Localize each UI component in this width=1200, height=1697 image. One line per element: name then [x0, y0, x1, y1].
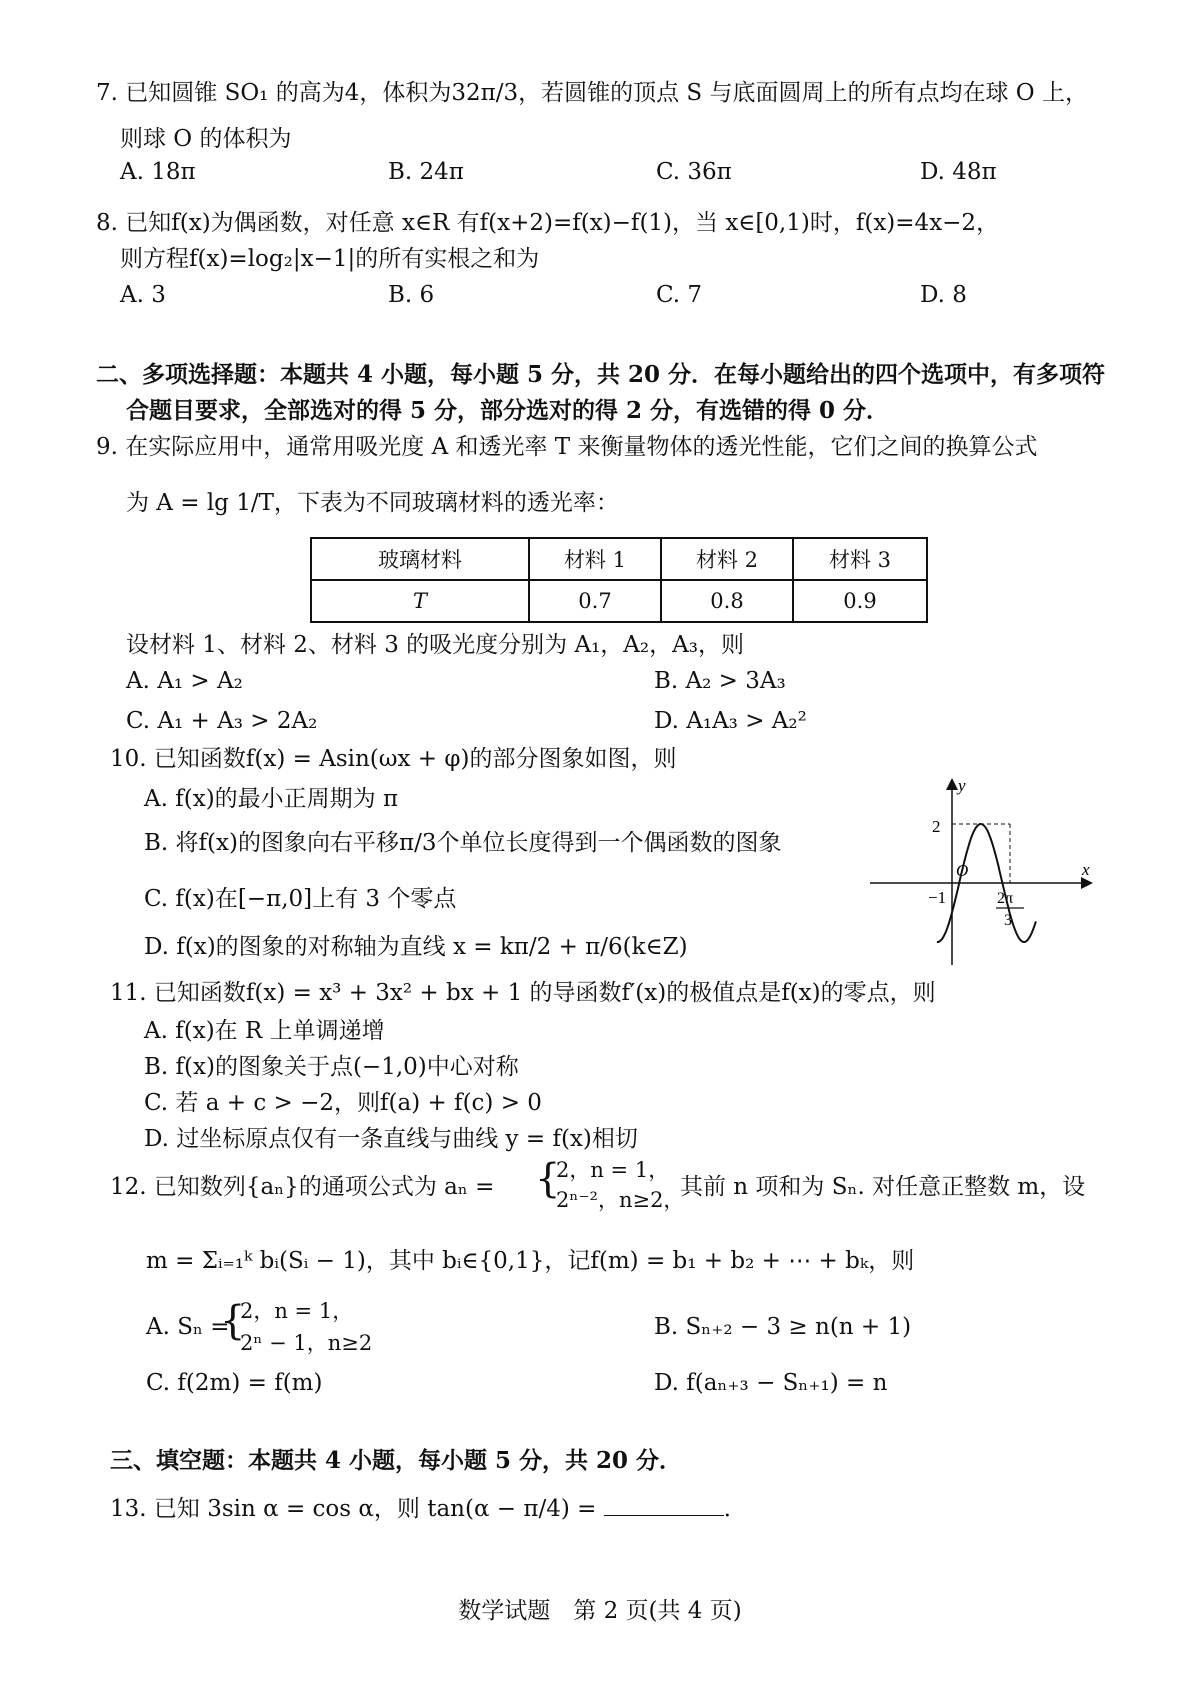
q13-end: ．: [723, 1496, 747, 1522]
sine-graph-figure: [860, 775, 1100, 975]
y-axis-label: y: [958, 776, 966, 795]
y-max-label: 2: [932, 817, 941, 836]
q13-answer-blank: [604, 1495, 724, 1516]
q8-option-b: B. 6: [388, 282, 435, 308]
section2-heading-line2: 合题目要求，全部选对的得 5 分，部分选对的得 2 分，有选错的得 0 分．: [126, 397, 890, 424]
q10-option-a: A. f(x)的最小正周期为 π: [144, 786, 399, 812]
table-header-cell: 材料 2: [661, 538, 793, 580]
table-cell: T: [311, 580, 529, 622]
q10-line1: 10. 已知函数f(x) = Asin(ωx + φ)的部分图象如图，则: [110, 746, 677, 772]
q11-line1: 11. 已知函数f(x) = x³ + 3x² + bx + 1 的导函数f′(x)的极值点是f(x)的零点，则: [110, 980, 936, 1006]
q12-option-a-brace: {: [220, 1298, 246, 1344]
q12-line2: m = Σᵢ₌₁ᵏ bᵢ(Sᵢ − 1)，其中 bᵢ∈{0,1}，记f(m) = b₁ + b₂ + ⋯ + bₖ，则: [146, 1248, 915, 1274]
y-intercept-label: −1: [928, 888, 947, 907]
q7-option-c: C. 36π: [656, 159, 732, 185]
q10-option-c: C. f(x)在[−π,0]上有 3 个零点: [144, 886, 457, 912]
q11-option-d: D. 过坐标原点仅有一条直线与曲线 y = f(x)相切: [144, 1126, 638, 1152]
q7-line2: 则球 O 的体积为: [120, 126, 292, 152]
q11-option-a: A. f(x)在 R 上单调递增: [144, 1018, 385, 1044]
q9-line3: 设材料 1、材料 2、材料 3 的吸光度分别为 A₁，A₂，A₃，则: [126, 632, 744, 658]
x-tick-denominator: 3: [1004, 912, 1012, 929]
table-cell: 0.9: [793, 580, 927, 622]
q12-case2: 2ⁿ⁻²，n≥2，: [556, 1188, 685, 1212]
q12-brace: {: [535, 1156, 561, 1202]
q12-option-d: D. f(aₙ₊₃ − Sₙ₊₁) = n: [654, 1370, 888, 1396]
q12-option-b: B. Sₙ₊₂ − 3 ≥ n(n + 1): [654, 1314, 912, 1340]
table-cell: 0.8: [661, 580, 793, 622]
table-header-row: [311, 538, 927, 580]
page-footer: 数学试题 第 2 页(共 4 页): [458, 1598, 742, 1624]
q12-option-c: C. f(2m) = f(m): [146, 1370, 323, 1396]
q12-line1-left: 12. 已知数列{aₙ}的通项公式为 aₙ =: [110, 1174, 495, 1200]
q12-option-a-label: A. Sₙ =: [146, 1314, 230, 1340]
q7-option-d: D. 48π: [920, 159, 997, 185]
q8-option-c: C. 7: [656, 282, 703, 308]
table-cell: 0.7: [529, 580, 661, 622]
q13-text: 13. 已知 3sin α = cos α，则 tan(α − π/4) =: [110, 1496, 597, 1522]
q8-option-a: A. 3: [120, 282, 166, 308]
q7-option-a: A. 18π: [120, 159, 196, 185]
q7-option-b: B. 24π: [388, 159, 464, 185]
q9-option-a: A. A₁ > A₂: [126, 668, 243, 694]
q11-option-b: B. f(x)的图象关于点(−1,0)中心对称: [144, 1054, 519, 1080]
table-header-cell: 材料 3: [793, 538, 927, 580]
q7-line1: 7. 已知圆锥 SO₁ 的高为4，体积为32π/3，若圆锥的顶点 S 与底面圆周上的所有点均在球 O 上，: [96, 80, 1088, 106]
section3-heading: 三、填空题：本题共 4 小题，每小题 5 分，共 20 分．: [110, 1447, 683, 1474]
q10-option-b: B. 将f(x)的图象向右平移π/3个单位长度得到一个偶函数的图象: [144, 830, 782, 856]
table-header-cell: 玻璃材料: [311, 538, 529, 580]
q9-line1: 9. 在实际应用中，通常用吸光度 A 和透光率 T 来衡量物体的透光性能，它们之间的换算公式: [96, 434, 1038, 460]
q9-line2: 为 A = lg 1/T，下表为不同玻璃材料的透光率：: [126, 490, 619, 516]
q12-option-a-case2: 2ⁿ − 1，n≥2: [240, 1331, 373, 1355]
q9-option-d: D. A₁A₃ > A₂²: [654, 708, 807, 734]
q12-line1-right: 其前 n 项和为 Sₙ. 对任意正整数 m，设: [680, 1174, 1086, 1200]
x-tick-numerator: 2π: [997, 890, 1014, 907]
q9-option-b: B. A₂ > 3A₃: [654, 668, 786, 694]
q10-option-d: D. f(x)的图象的对称轴为直线 x = kπ/2 + π/6(k∈Z): [144, 934, 688, 960]
q9-option-c: C. A₁ + A₃ > 2A₂: [126, 708, 318, 734]
q11-option-c: C. 若 a + c > −2，则f(a) + f(c) > 0: [144, 1090, 542, 1116]
transmittance-table: [310, 537, 928, 623]
q8-option-d: D. 8: [920, 282, 967, 308]
q8-line1: 8. 已知f(x)为偶函数，对任意 x∈R 有f(x+2)=f(x)−f(1)，当 x∈[0,1)时，f(x)=4x−2，: [96, 210, 1000, 236]
x-axis-label: x: [1082, 860, 1090, 879]
origin-label: O: [956, 861, 969, 880]
q12-option-a-case1: 2，n = 1，: [240, 1299, 354, 1323]
q8-line2: 则方程f(x)=log₂|x−1|的所有实根之和为: [120, 246, 540, 272]
section2-heading-line1: 二、多项选择题：本题共 4 小题，每小题 5 分，共 20 分．在每小题给出的四个选项中，有多项符: [96, 361, 1106, 388]
q12-case1: 2，n = 1，: [556, 1158, 670, 1182]
table-row: [311, 580, 927, 622]
q13-line: [110, 1494, 747, 1524]
table-header-cell: 材料 1: [529, 538, 661, 580]
